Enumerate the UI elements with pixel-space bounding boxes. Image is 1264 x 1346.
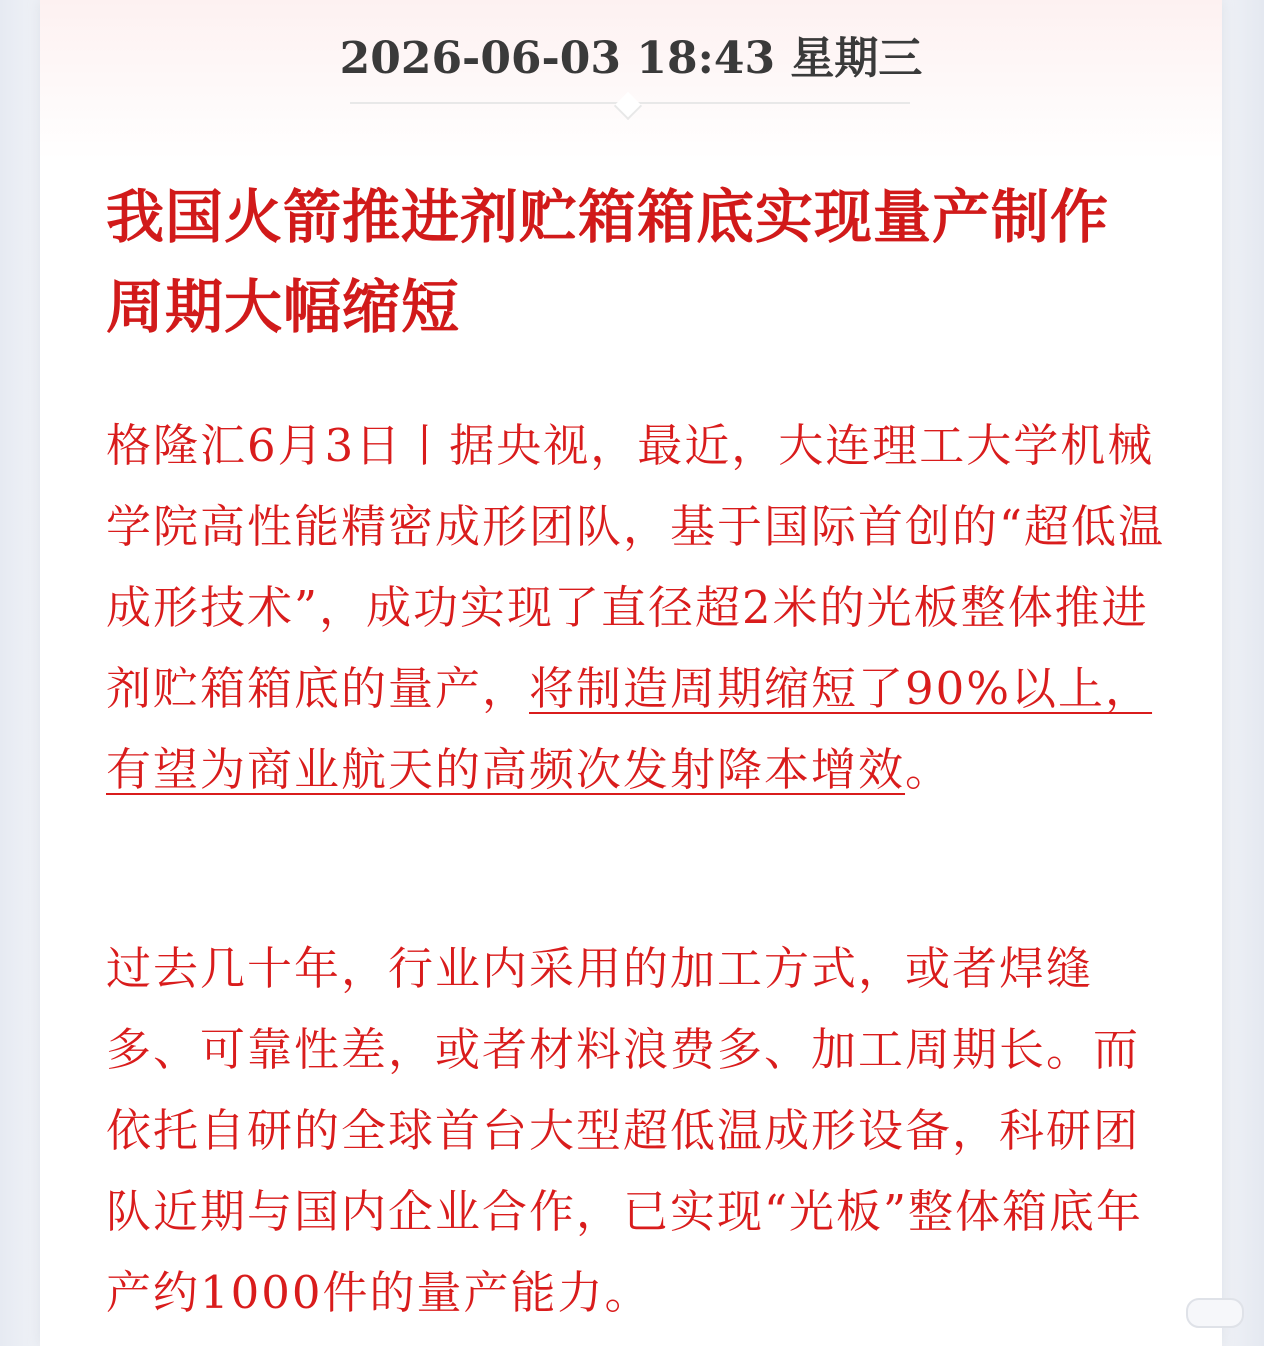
article-paragraph-2: 过去几十年，行业内采用的加工方式，或者焊缝多、可靠性差，或者材料浪费多、加工周期长。而依托自研的全球首台大型超低温成形设备，科研团队近期与国内企业合作，已实现“光板”整体箱底年产约1000件的量产能力。 <box>106 942 1144 1319</box>
more-indicator-icon <box>1186 1298 1244 1328</box>
article-card <box>40 0 1222 1346</box>
article-headline: 我国火箭推进剂贮箱箱底实现量产制作周期大幅缩短 <box>106 183 1110 341</box>
paragraph-1-highlight: 将制造周期缩短了90%以上，有望为商业航天的高频次发射降本增效 <box>106 662 1153 796</box>
paragraph-1-tail: 。 <box>905 743 953 796</box>
article-paragraph-1 <box>106 405 1176 810</box>
paragraph-1-lead: 格隆汇6月3日丨据央视，最近，大连理工大学机械学院高性能精密成形团队，基于国际首创的“超低温成形技术”，成功实现了直径超2米的光板整体推进剂贮箱箱底的量产， <box>106 419 1166 715</box>
post-datetime: 2026-06-03 18:43 星期三 <box>339 33 923 84</box>
